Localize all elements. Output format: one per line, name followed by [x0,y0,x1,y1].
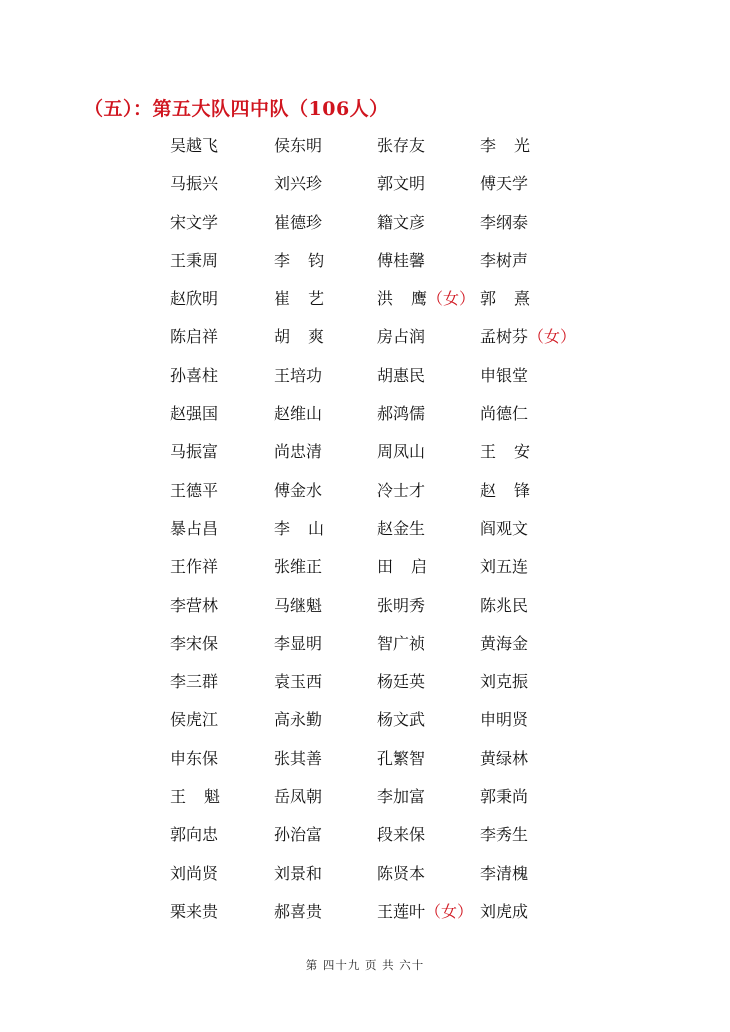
member-name-text: 杨廷英 [377,672,426,692]
member-given-name: 艺 [308,289,325,309]
member-name [480,593,528,619]
member-name-text: 栗来贵 [170,901,219,921]
member-name-text: 傅天学 [480,174,529,194]
member-name [274,631,322,657]
roster-row [170,248,610,286]
roster-row [170,516,610,554]
member-name-text: 吴越飞 [170,136,219,155]
roster-row [170,746,610,784]
member-name-text: 郝鸿儒 [377,404,426,424]
member-name [170,707,218,733]
member-name [170,746,218,772]
member-name [480,324,576,350]
page-footer: 第 四十九 页 共 六十 [305,958,425,972]
roster-row [170,363,610,401]
member-name-text: 崔德珍 [274,212,323,232]
member-name-text: 智广祯 [377,633,426,653]
member-name [377,631,425,657]
member-name-text: 张其善 [274,748,323,768]
roster-row [170,171,610,209]
member-name-text: 赵欣明 [170,289,219,309]
member-name [377,746,425,772]
member-name [377,401,425,427]
member-name [170,401,218,427]
roster-row [170,210,610,248]
member-name [274,554,322,580]
member-name [377,861,425,887]
member-name [377,248,425,274]
member-name-text: 杨文武 [377,710,426,730]
member-name [480,363,528,389]
member-name [274,363,322,389]
member-name-text: 申东保 [170,748,219,768]
member-name [274,478,322,504]
female-marker: （女） [427,289,476,309]
member-name-text: 郭文明 [377,174,426,194]
roster-row [170,861,610,899]
member-surname: 洪 [377,289,394,309]
member-name-text: 马振富 [170,442,219,462]
member-name-text: 黄海金 [480,633,529,653]
member-name-text: 胡惠民 [377,365,426,385]
member-name [377,439,425,465]
member-name [274,401,322,427]
member-name-text: 陈启祥 [170,327,219,347]
section-heading: （五）：第五大队四中队（106人） [84,98,389,120]
member-name [480,746,528,772]
member-name [377,171,425,197]
member-surname: 李 [274,250,291,270]
member-name [170,324,218,350]
member-given-name: 山 [308,518,325,538]
member-surname: 王 [480,442,497,462]
member-name-text: 李营林 [170,595,219,615]
member-name-text: 高永勤 [274,710,323,730]
member-name [170,439,218,465]
member-name [170,210,218,236]
member-name-text: 李树声 [480,250,529,270]
member-name [480,478,530,504]
member-name-text: 刘虎成 [480,901,529,921]
member-name-text: 郭秉尚 [480,787,529,807]
member-name-text: 刘景和 [274,863,323,883]
member-name-text: 李加富 [377,787,426,807]
member-name-text: 尚忠清 [274,442,323,462]
member-name-text: 刘五连 [480,557,529,577]
member-name [377,669,425,695]
member-given-name: 魁 [204,787,221,807]
member-surname: 李 [274,518,291,538]
member-name [170,784,220,810]
member-name-text: 申明贤 [480,710,529,730]
member-name [170,593,218,619]
member-name [170,363,218,389]
member-name [274,822,322,848]
member-surname: 胡 [274,327,291,347]
member-name-text: 傅金水 [274,480,323,500]
roster-grid [170,133,610,937]
member-surname: 崔 [274,289,291,309]
member-name [274,593,322,619]
roster-row [170,554,610,592]
female-marker: （女） [528,327,577,347]
member-name-text: 袁玉西 [274,672,323,692]
member-name [377,593,425,619]
member-name [170,171,218,197]
roster-row [170,286,610,324]
member-name-text: 陈贤本 [377,863,426,883]
member-name [377,899,473,925]
member-name-text: 王作祥 [170,557,219,577]
member-name-text: 冷士才 [377,480,426,500]
member-name-text: 周凤山 [377,442,426,462]
roster-row [170,822,610,860]
member-name [480,899,528,925]
member-name-text: 房占润 [377,327,426,347]
member-given-name: 锋 [514,480,531,500]
member-name-text: 刘兴珍 [274,174,323,194]
member-name [274,784,322,810]
member-name-text: 李三群 [170,672,219,692]
member-name-text: 侯东明 [274,136,323,155]
member-name-text: 申银堂 [480,365,529,385]
member-name-text: 王培功 [274,365,323,385]
roster-row [170,478,610,516]
member-name-text: 阎观文 [480,518,529,538]
member-name-text: 李显明 [274,633,323,653]
member-name-text: 张存友 [377,136,426,155]
member-name-text: 刘克振 [480,672,529,692]
member-name-text: 刘尚贤 [170,863,219,883]
member-name-text: 岳凤朝 [274,787,323,807]
member-name-text: 王莲叶 [377,901,426,921]
member-surname: 王 [170,787,187,807]
member-name [480,210,528,236]
member-name [480,669,528,695]
member-name [480,133,530,159]
member-name-text: 赵强国 [170,404,219,424]
member-name [274,286,324,312]
member-name [480,401,528,427]
member-given-name: 启 [411,557,428,577]
member-name-text: 李清槐 [480,863,529,883]
member-name [377,516,425,542]
member-name [480,822,528,848]
member-surname: 赵 [480,480,497,500]
roster-row [170,133,610,171]
member-name-text: 孔繁智 [377,748,426,768]
member-name [480,286,530,312]
member-name [377,822,425,848]
member-given-name: 鹰 [411,289,428,309]
member-name [170,822,218,848]
member-name [377,286,475,312]
member-name [170,516,218,542]
member-name [274,248,324,274]
member-name-text: 孟树芬 [480,327,529,347]
member-name-text: 黄绿林 [480,748,529,768]
member-name [274,669,322,695]
roster-row [170,401,610,439]
member-name-text: 马继魁 [274,595,323,615]
member-name [480,707,528,733]
member-given-name: 爽 [308,327,325,347]
member-name [274,324,324,350]
member-name [377,210,425,236]
female-marker: （女） [425,901,474,921]
member-name [480,631,528,657]
member-name-text: 暴占昌 [170,518,219,538]
member-name [170,554,218,580]
member-name-text: 孙喜柱 [170,365,219,385]
member-name-text: 赵金生 [377,518,426,538]
member-surname: 田 [377,557,394,577]
member-name-text: 郝喜贵 [274,901,323,921]
member-name-text: 王德平 [170,480,219,500]
roster-row [170,784,610,822]
member-name-text: 陈兆民 [480,595,529,615]
member-name [274,516,324,542]
member-name-text: 孙治富 [274,825,323,845]
member-name [377,324,425,350]
member-name-text: 宋文学 [170,212,219,232]
member-given-name: 光 [514,136,531,155]
roster-row [170,324,610,362]
member-given-name: 钧 [308,250,325,270]
member-name [170,861,218,887]
member-surname: 郭 [480,289,497,309]
member-name-text: 马振兴 [170,174,219,194]
member-name-text: 段来保 [377,825,426,845]
member-name-text: 张维正 [274,557,323,577]
member-name-text: 侯虎江 [170,710,219,730]
member-name-text: 李秀生 [480,825,529,845]
member-name-text: 李宋保 [170,633,219,653]
member-name [377,707,425,733]
member-name [480,171,528,197]
member-name [170,478,218,504]
member-name [170,248,218,274]
roster-row [170,631,610,669]
member-name-text: 尚德仁 [480,404,529,424]
member-name [377,363,425,389]
member-name [480,554,528,580]
member-name [274,746,322,772]
member-name [480,248,528,274]
member-name [480,516,528,542]
member-given-name: 安 [514,442,531,462]
member-name [274,210,322,236]
member-name [377,554,427,580]
member-name [274,171,322,197]
member-name-text: 赵维山 [274,404,323,424]
member-name [480,439,530,465]
member-name [377,133,425,159]
member-name [274,899,322,925]
member-given-name: 熹 [514,289,531,309]
roster-row [170,439,610,477]
member-name [377,784,425,810]
member-name-text: 张明秀 [377,595,426,615]
member-name-text: 籍文彦 [377,212,426,232]
member-name [170,286,218,312]
member-name [377,478,425,504]
member-name-text: 傅桂馨 [377,250,426,270]
roster-row [170,707,610,745]
member-name [274,439,322,465]
member-name-text: 李纲泰 [480,212,529,232]
member-name [274,133,322,159]
roster-row [170,593,610,631]
member-name [170,899,218,925]
roster-row [170,899,610,937]
member-surname: 李 [480,136,497,155]
member-name-text: 郭向忠 [170,825,219,845]
member-name [170,133,218,159]
member-name [274,861,322,887]
member-name [170,631,218,657]
member-name-text: 王秉周 [170,250,219,270]
member-name [480,784,528,810]
member-name [170,669,218,695]
member-name [480,861,528,887]
roster-row [170,669,610,707]
member-name [274,707,322,733]
